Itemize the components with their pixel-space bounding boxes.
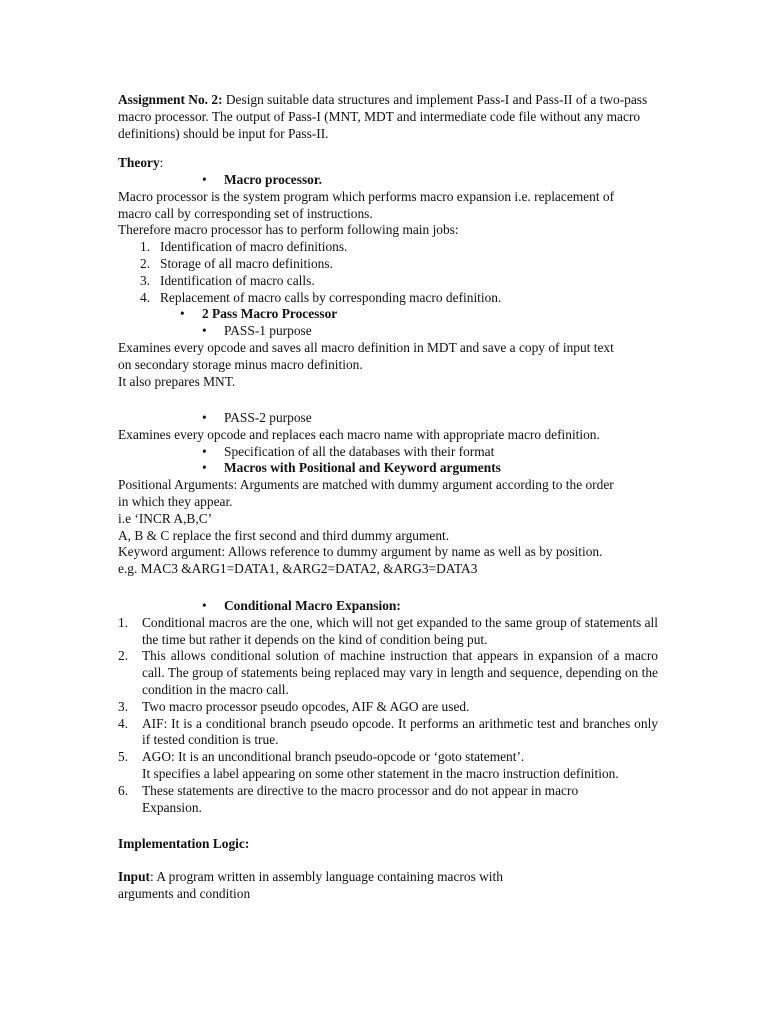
- assignment-text: Design suitable data structures and implement Pass-I and Pass-II of a two-pass macro processor. The output of Pass-I (MNT, MDT and intermediate code file without any macro definitions) should be input for Pass-II.: [118, 92, 648, 141]
- pass2-section: • PASS-2 purpose Examines every opcode and replaces each macro name with appropriate macro definition. • Specification of all the databases with their format • Macros with Positional and Keyword arguments Positional Arguments: Arguments are matched with dummy argument according to the order in which they appear. i.e ‘INCR A,B,C’ A, B & C replace the first second and third dummy argument. Keyword argument: Allows reference to dummy argument by name as well as by position. e.g. MAC3 &ARG1=DATA1, &ARG2=DATA2, &ARG3=DATA3: [118, 410, 658, 578]
- implementation-input: Input: A program written in assembly language containing macros with arguments and condition: [118, 869, 503, 901]
- theory-heading: Theory:: [118, 155, 164, 170]
- conditional-list: [118, 615, 658, 817]
- bullet-two-pass: • 2 Pass Macro Processor: [180, 306, 338, 322]
- conditional-section: [118, 598, 658, 816]
- assignment-paragraph: [118, 92, 658, 142]
- list-item: 1. Identification of macro definitions.: [140, 239, 348, 255]
- jobs-list: [118, 239, 658, 306]
- list-item: 4. Replacement of macro calls by corresponding macro definition.: [140, 289, 502, 305]
- bullet-pass1: • PASS-1 purpose: [202, 323, 312, 339]
- list-item: 2. This allows conditional solution of machine instruction that appears in expansion of a macro call. The group of statements being replaced may vary in length and sequence, depending on the condition in the macro call.: [118, 648, 658, 697]
- bullet-macro-processor: • Macro processor.: [202, 172, 322, 187]
- list-item: 3. Two macro processor pseudo opcodes, AIF & AGO are used.: [118, 698, 470, 714]
- bullet-args: • Macros with Positional and Keyword arguments: [202, 460, 501, 476]
- bullet-conditional: • Conditional Macro Expansion:: [202, 598, 401, 613]
- list-item: 1. Conditional macros are the one, which will not get expanded to the same group of statements all the time but rather it depends on the kind of condition being put.: [118, 614, 658, 647]
- list-item: 5. AGO: It is an unconditional branch pseudo-opcode or ‘goto statement’. It specifies a label appearing on some other statement in the macro instruction definition.: [118, 749, 619, 781]
- list-item: 4. AIF: It is a conditional branch pseudo opcode. It performs an arithmetic test and branches only if tested condition is true.: [118, 715, 658, 748]
- assignment-label: Assignment No. 2:: [118, 92, 223, 107]
- bullet-pass2: • PASS-2 purpose: [202, 410, 312, 425]
- macro-processor-section: • Macro processor. Macro processor is the system program which performs macro expansion i.e. replacement of macro call by corresponding set of instructions. Therefore macro processor has to perform following main jobs: 1. Identification of macro definitions. 2. Storage of all macro definitions. 3. Identification of macro calls. 4. Replacement of macro calls by corresponding macro definition. • 2 Pass Macro Processor • PASS-1 purpose Examines every opcode and saves all macro definition in MDT and save a copy of input text on secondary storage minus macro definition. It also prepares MNT.: [118, 172, 658, 390]
- list-item: 6. These statements are directive to the macro processor and do not appear in macro Expansion.: [118, 782, 579, 815]
- list-item: 2. Storage of all macro definitions.: [140, 255, 333, 271]
- implementation-heading: Implementation Logic:: [118, 836, 250, 851]
- list-item: 3. Identification of macro calls.: [140, 272, 315, 288]
- bullet-specification: • Specification of all the databases with their format: [202, 443, 495, 459]
